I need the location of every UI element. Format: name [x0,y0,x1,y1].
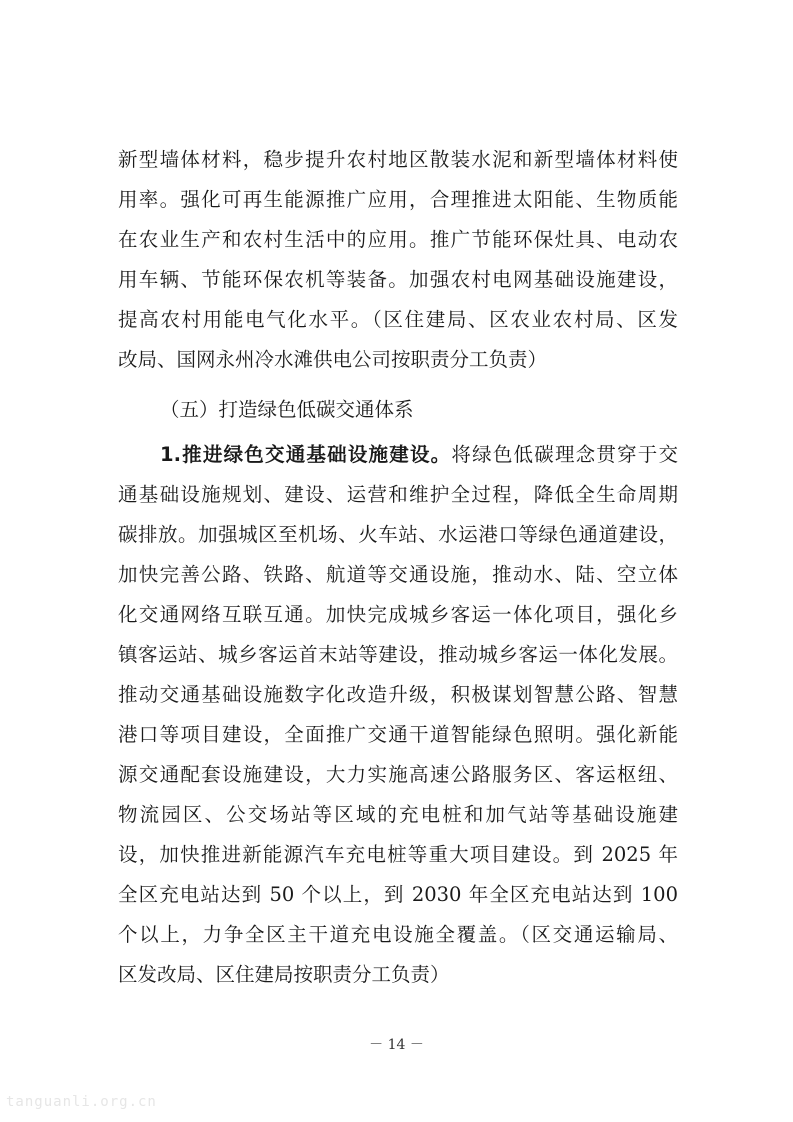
body-line: 用车辆、节能环保农机等装备。加强农村电网基础设施建设， [118,268,678,291]
body-line: 物流园区、公交场站等区域的充电桩和加气站等基础设施建 [118,803,678,826]
body-line: 港口等项目建设，全面推广交通干道智能绿色照明。强化新能 [118,723,678,746]
paragraph-first-line-text: 将绿色低碳理念贯穿于交 [451,443,678,466]
page-number: － 14 － [369,1037,424,1053]
watermark-text: tanguanli.org.cn [6,1094,157,1110]
body-line: 提高农村用能电气化水平。（区住建局、区农业农村局、区发 [118,308,678,331]
body-line: 改局、国网永州冷水滩供电公司按职责分工负责） [118,348,548,371]
paragraph-lead-heading: 1.推进绿色交通基础设施建设。 [160,443,452,466]
body-line: 化交通网络互联互通。加快完成城乡客运一体化项目，强化乡 [118,603,678,626]
body-line: 新型墙体材料，稳步提升农村地区散装水泥和新型墙体材料使 [118,148,678,171]
body-line: 在农业生产和农村生活中的应用。推广节能环保灶具、电动农 [118,228,678,251]
body-line: 源交通配套设施建设，大力实施高速公路服务区、客运枢纽、 [118,763,678,786]
body-line: 加快完善公路、铁路、航道等交通设施，推动水、陆、空立体 [118,563,678,586]
body-line: 设，加快推进新能源汽车充电桩等重大项目建设。到 2025 年 [118,843,678,866]
paragraph-first-line [160,445,678,465]
section-heading: （五）打造绿色低碳交通体系 [160,398,414,421]
body-line: 推动交通基础设施数字化改造升级，积极谋划智慧公路、智慧 [118,683,678,706]
body-line: 通基础设施规划、建设、运营和维护全过程，降低全生命周期 [118,483,678,506]
body-line: 个以上，力争全区主干道充电设施全覆盖。（区交通运输局、 [118,923,678,946]
body-line: 镇客运站、城乡客运首末站等建设，推动城乡客运一体化发展。 [118,643,678,666]
body-line: 区发改局、区住建局按职责分工负责） [118,963,450,986]
body-line: 用率。强化可再生能源推广应用，合理推进太阳能、生物质能 [118,188,678,211]
body-line: 碳排放。加强城区至机场、火车站、水运港口等绿色通道建设， [118,523,678,546]
body-line: 全区充电站达到 50 个以上，到 2030 年全区充电站达到 100 [118,883,678,906]
